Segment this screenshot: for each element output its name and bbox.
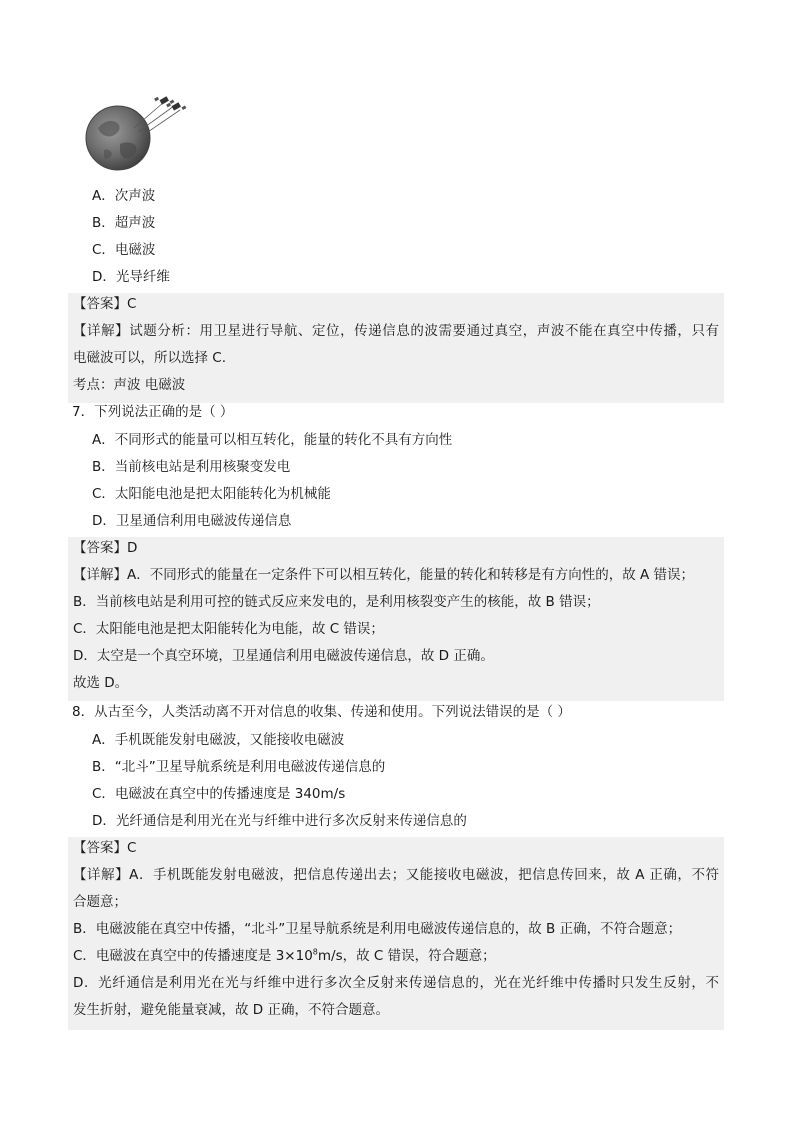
q7-detail-line: B．当前核电站是利用可控的链式反应来发电的，是利用核裂变产生的核能，故 B 错误； (73, 594, 600, 610)
q8-answer: 【答案】C (73, 840, 137, 856)
q7-option-b: B．当前核电站是利用核聚变发电 (92, 459, 291, 475)
q8-detail-line: C．电磁波在真空中的传播速度是 $3\times 10^8m/s$，故 C 错误，符合题意； (73, 947, 496, 964)
q7-stem: 7．下列说法正确的是（ ） (72, 404, 234, 420)
q6-option-d: D．光导纤维 (92, 269, 170, 285)
q6-answer-box (68, 293, 724, 403)
q8-option-b: B．“北斗”卫星导航系统是利用电磁波传递信息的 (92, 759, 386, 775)
q6-kaodian: 考点：声波 电磁波 (73, 377, 186, 393)
q6-detail-line: 电磁波可以，所以选择 C. (73, 350, 227, 366)
earth-satellite-figure (84, 92, 188, 172)
q7-option-a: A．不同形式的能量可以相互转化，能量的转化不具有方向性 (92, 432, 453, 448)
q7-detail-line: D．太空是一个真空环境，卫星通信利用电磁波传递信息，故 D 正确。 (73, 648, 494, 664)
q8-option-c: C．电磁波在真空中的传播速度是 340m/s (92, 786, 346, 802)
q7-detail-line: C．太阳能电池是把太阳能转化为电能，故 C 错误； (73, 621, 384, 637)
q8-detail-line: 发生折射，避免能量衰减，故 D 正确，不符合题意。 (73, 1002, 389, 1018)
earth-icon (86, 106, 150, 170)
q8-detail-line: 【详解】A．手机既能发射电磁波，把信息传递出去；又能接收电磁波，把信息传回来，故 A 正确，不符 (73, 867, 719, 883)
q8-detail-line: 合题意； (73, 894, 127, 910)
q7-option-d: D．卫星通信利用电磁波传递信息 (92, 513, 292, 529)
q6-detail-line: 【详解】试题分析：用卫星进行导航、定位，传递信息的波需要通过真空，声波不能在真空中传播，只有 (73, 323, 720, 339)
q8-detail-line: D．光纤通信是利用光在光与纤维中进行多次全反射来传递信息的，光在光纤维中传播时只发生反射，不 (73, 975, 719, 991)
q6-answer: 【答案】C (73, 296, 137, 312)
q8-detail-line: B．电磁波能在真空中传播，“北斗”卫星导航系统是利用电磁波传递信息的，故 B 正确，不符合题意； (73, 921, 682, 937)
q7-answer-box (68, 537, 724, 701)
q6-option-b: B．超声波 (92, 215, 156, 231)
q8-option-d: D．光纤通信是利用光在光与纤维中进行多次反射来传递信息的 (92, 813, 467, 829)
satellite-icon (154, 96, 174, 104)
q6-option-a: A．次声波 (92, 188, 156, 204)
q7-detail-line: 【详解】A．不同形式的能量在一定条件下可以相互转化，能量的转化和转移是有方向性的，故 A 错误； (73, 567, 695, 583)
q7-answer: 【答案】D (73, 540, 138, 556)
q8-option-a: A．手机既能发射电磁波，又能接收电磁波 (92, 732, 345, 748)
q7-conclusion: 故选 D。 (73, 675, 129, 691)
q8-stem: 8．从古至今，人类活动离不开对信息的收集、传递和使用。下列说法错误的是（ ） (72, 704, 571, 720)
q6-option-c: C．电磁波 (92, 242, 156, 258)
q7-option-c: C．太阳能电池是把太阳能转化为机械能 (92, 486, 331, 502)
q8-answer-box (68, 837, 724, 1030)
